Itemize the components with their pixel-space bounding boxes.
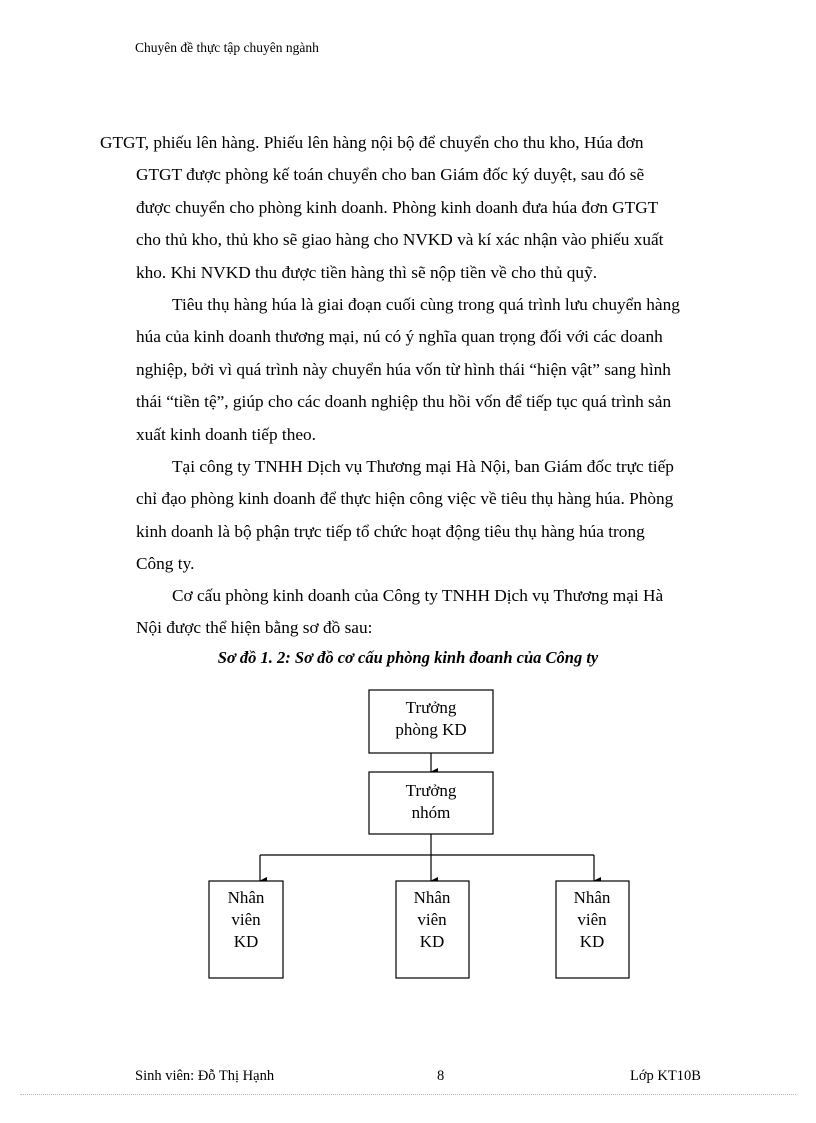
footer-class: Lớp KT10B	[630, 1068, 701, 1084]
node-staff-2	[396, 881, 469, 978]
text-line: thái “tiền tệ”, giúp cho các doanh nghiệp thu hồi vốn để tiếp tục quá trình sản	[136, 392, 672, 412]
node-staff-1	[209, 881, 283, 978]
text-line: kho. Khi NVKD thu được tiền hàng thì sẽ nộp tiền về cho thủ quỹ.	[136, 262, 598, 282]
node-label: KD	[233, 932, 259, 951]
footer-page-number: 8	[437, 1068, 445, 1084]
running-header: Chuyên đề thực tập chuyên ngành	[135, 40, 319, 55]
node-label: viên	[231, 910, 261, 929]
node-label: phòng KD	[395, 720, 467, 739]
text-line: GTGT được phòng kế toán chuyển cho ban Giám đốc ký duyệt, sau đó sẽ	[136, 165, 645, 185]
text-line: xuất kinh doanh tiếp theo.	[136, 424, 316, 444]
text-line: Cơ cấu phòng kinh doanh của Công ty TNHH Dịch vụ Thương mại Hà	[172, 586, 664, 605]
text-line: húa của kinh doanh thương mại, nú có ý nghĩa quan trọng đối với các doanh	[136, 327, 663, 347]
page-divider	[20, 1094, 796, 1095]
node-label: viên	[417, 910, 447, 929]
text-line: kinh doanh là bộ phận trực tiếp tổ chức hoạt động tiêu thụ hàng húa trong	[136, 521, 645, 541]
node-label: Trưởng	[405, 698, 457, 717]
node-label: Trưởng	[405, 781, 457, 800]
footer-student: Sinh viên: Đỗ Thị Hạnh	[135, 1068, 275, 1084]
node-department-head	[369, 690, 493, 753]
text-line: Tại công ty TNHH Dịch vụ Thương mại Hà Nội, ban Giám đốc trực tiếp	[172, 457, 674, 476]
node-label: viên	[577, 910, 607, 929]
diagram-caption: Sơ đồ 1. 2: Sơ đồ cơ cấu phòng kinh đoanh của Công ty	[217, 648, 599, 667]
text-line: cho thủ kho, thủ kho sẽ giao hàng cho NVKD và kí xác nhận vào phiếu xuất	[136, 230, 664, 250]
text-line: GTGT, phiếu lên hàng. Phiếu lên hàng nội bộ để chuyển cho thu kho, Húa đơn	[100, 133, 644, 152]
text-line: nghiệp, bởi vì quá trình này chuyển húa vốn từ hình thái “hiện vật” sang hình	[136, 359, 671, 379]
node-group-leader	[369, 772, 493, 834]
text-line: Tiêu thụ hàng húa là giai đoạn cuối cùng trong quá trình lưu chuyển hàng	[172, 295, 680, 314]
node-label: KD	[419, 932, 445, 951]
text-line: Nội được thể hiện bằng sơ đồ sau:	[136, 618, 373, 638]
node-label: KD	[579, 932, 605, 951]
text-line: chỉ đạo phòng kinh doanh để thực hiện công việc về tiêu thụ hàng húa. Phòng	[136, 489, 674, 509]
node-label: Nhân	[227, 888, 265, 907]
node-label: nhóm	[411, 803, 451, 822]
node-staff-3	[556, 881, 629, 978]
text-line: được chuyển cho phòng kinh doanh. Phòng kinh doanh đưa húa đơn GTGT	[136, 197, 659, 217]
node-label: Nhân	[573, 888, 611, 907]
node-label: Nhân	[413, 888, 451, 907]
text-line: Công ty.	[136, 554, 195, 574]
